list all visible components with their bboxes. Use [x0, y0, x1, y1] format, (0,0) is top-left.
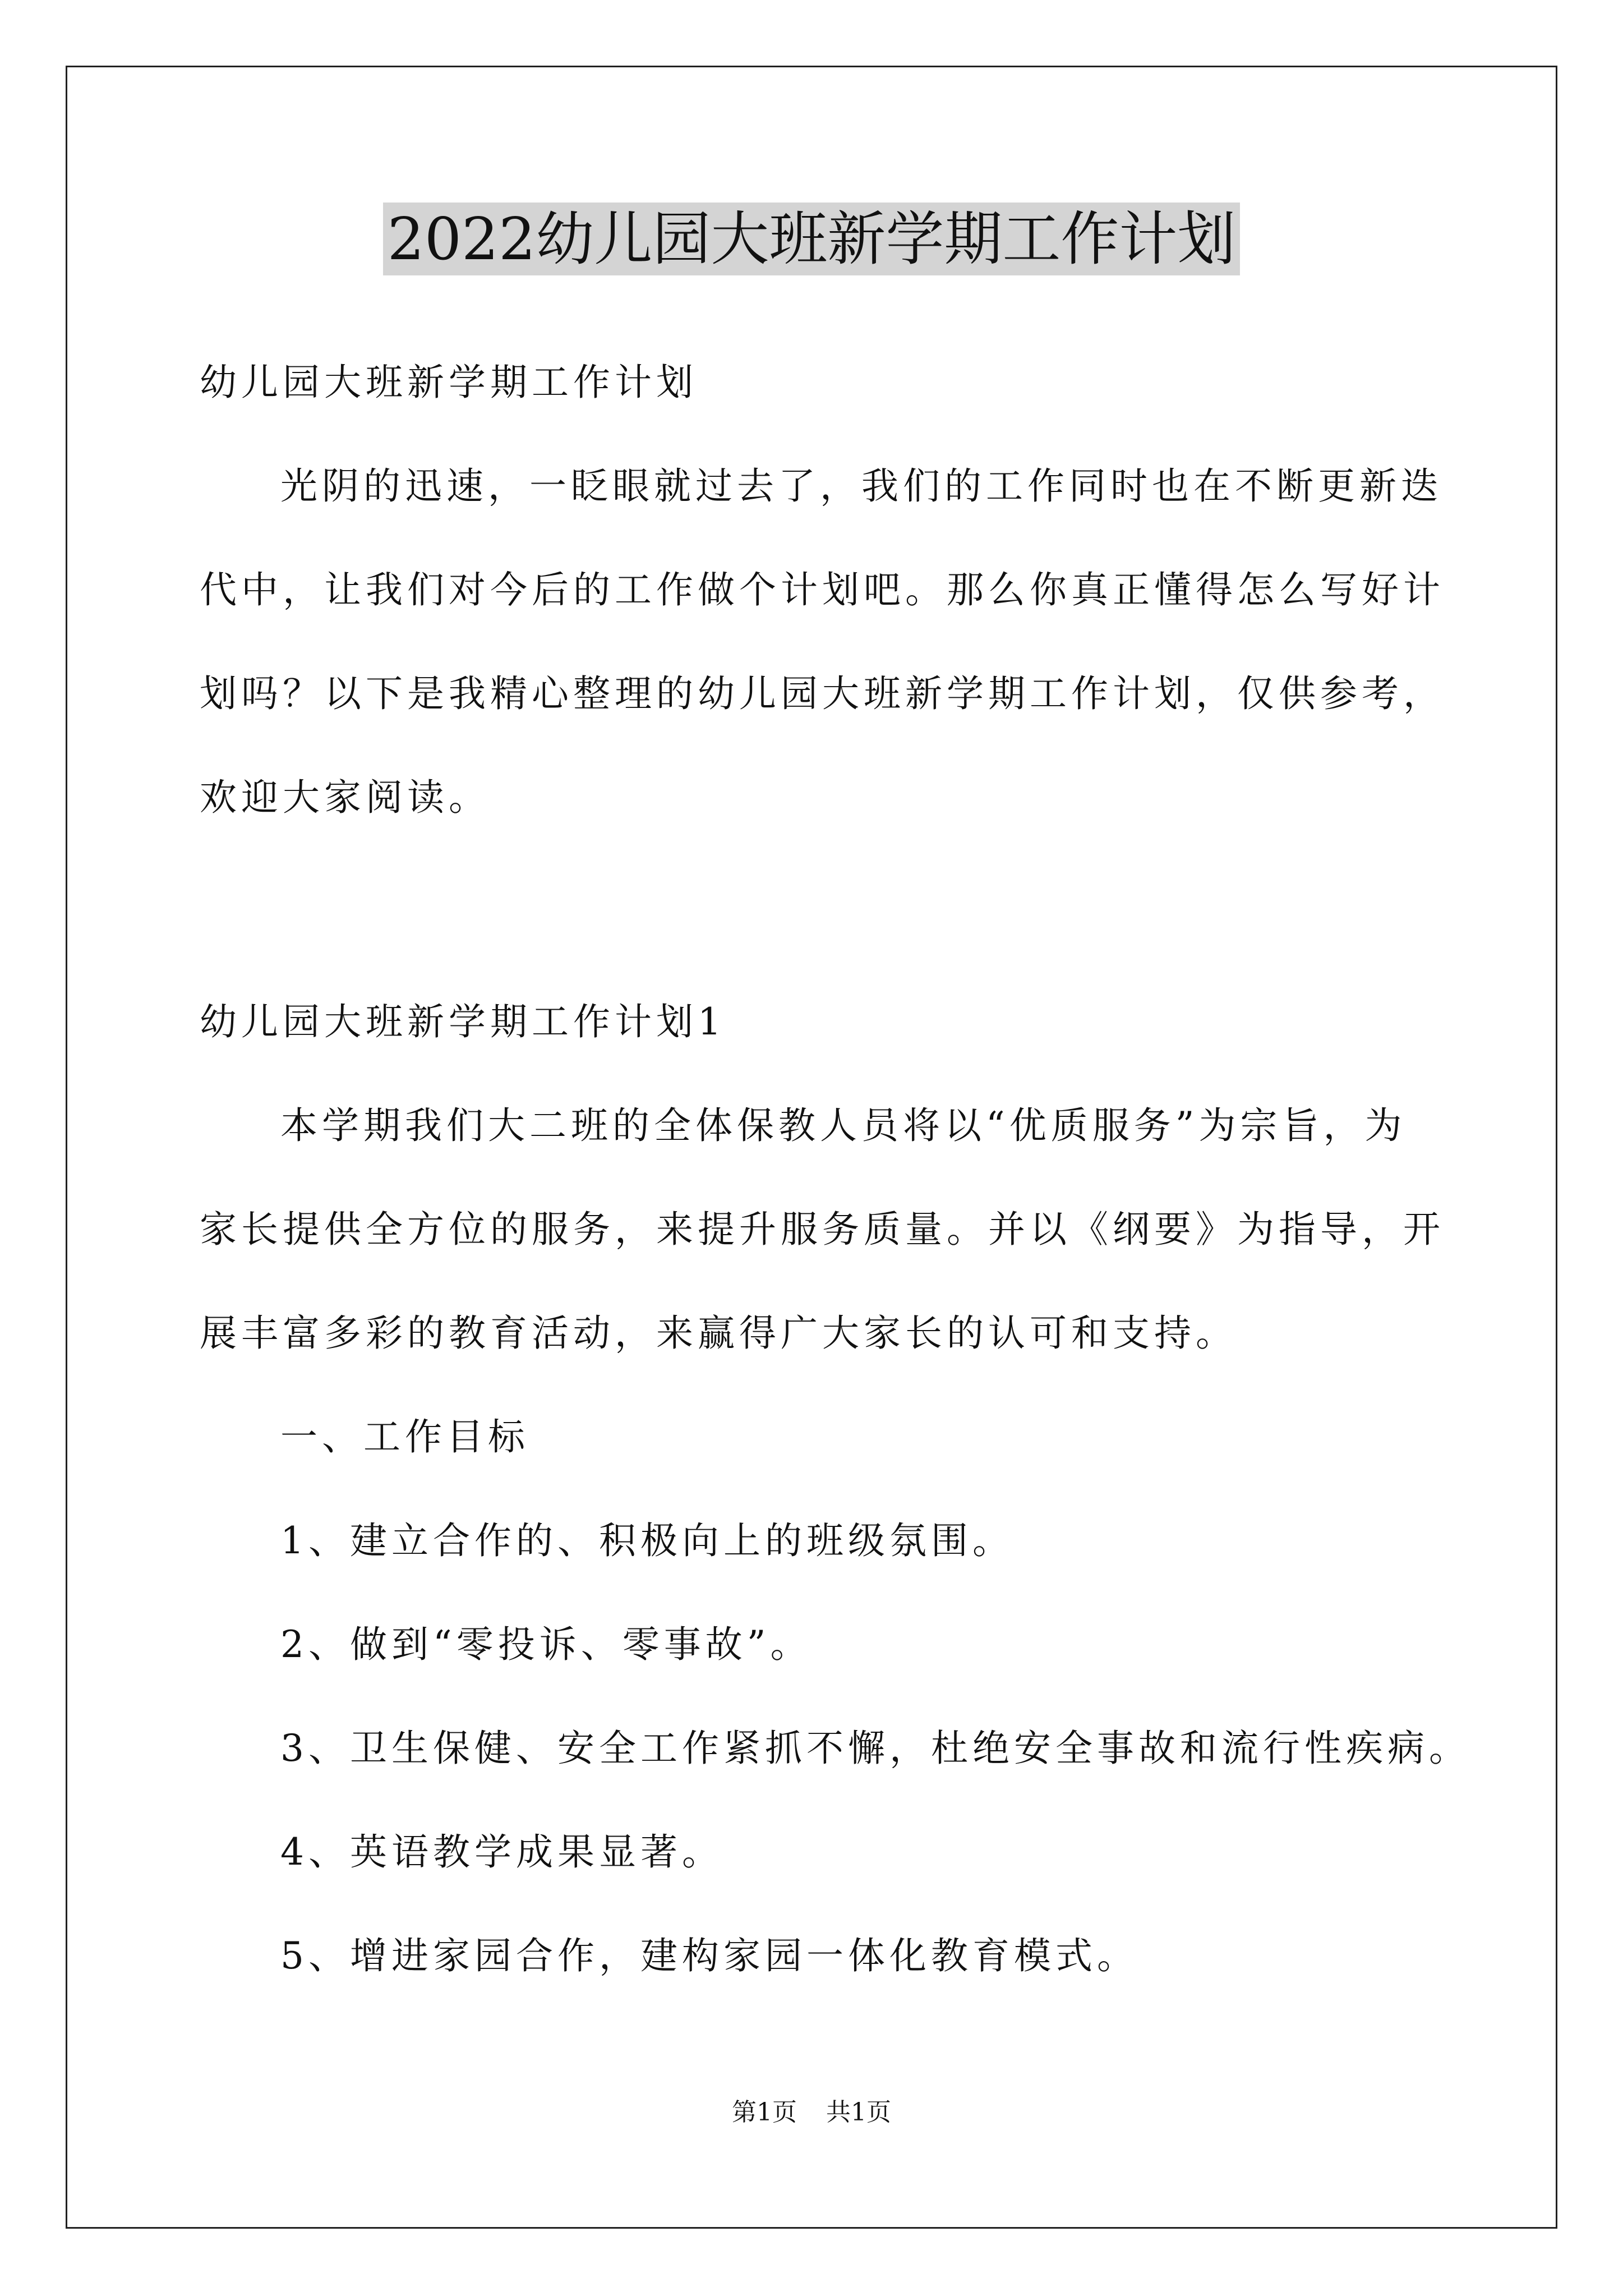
goals-heading: 一、工作目标: [280, 1415, 529, 1458]
goal-item: 2、做到“零投诉、零事故”。: [280, 1623, 812, 1666]
goal-item: 4、英语教学成果显著。: [280, 1830, 723, 1874]
page-number: 第1页: [732, 2098, 797, 2127]
section-paragraph-line: 家长提供全方位的服务，来提升服务质量。并以《纲要》为指导，开: [200, 1208, 1445, 1251]
goal-item: 3、卫生保健、安全工作紧抓不懈，杜绝安全事故和流行性疾病。: [280, 1727, 1470, 1770]
intro-line: 代中，让我们对今后的工作做个计划吧。那么你真正懂得怎么写好计: [200, 568, 1445, 611]
intro-line: 划吗？以下是我精心整理的幼儿园大班新学期工作计划，仅供参考，: [200, 672, 1445, 715]
subtitle: 幼儿园大班新学期工作计划: [200, 361, 698, 404]
section-paragraph-line: 本学期我们大二班的全体保教人员将以“优质服务”为宗旨，为: [280, 1104, 1407, 1147]
intro-line: 欢迎大家阅读。: [200, 776, 490, 819]
goal-item: 5、增进家园合作，建构家园一体化教育模式。: [280, 1934, 1138, 1977]
page-footer: [0, 2096, 1623, 2129]
intro-line: 光阴的迅速，一眨眼就过去了，我们的工作同时也在不断更新迭: [280, 464, 1442, 508]
document-title: 2022幼儿园大班新学期工作计划: [0, 200, 1623, 278]
goal-item: 1、建立合作的、积极向上的班级氛围。: [280, 1519, 1014, 1562]
section-paragraph-line: 展丰富多彩的教育活动，来赢得广大家长的认可和支持。: [200, 1312, 1237, 1355]
section-heading: 幼儿园大班新学期工作计划1: [200, 1000, 726, 1043]
page-total: 共1页: [826, 2098, 891, 2127]
